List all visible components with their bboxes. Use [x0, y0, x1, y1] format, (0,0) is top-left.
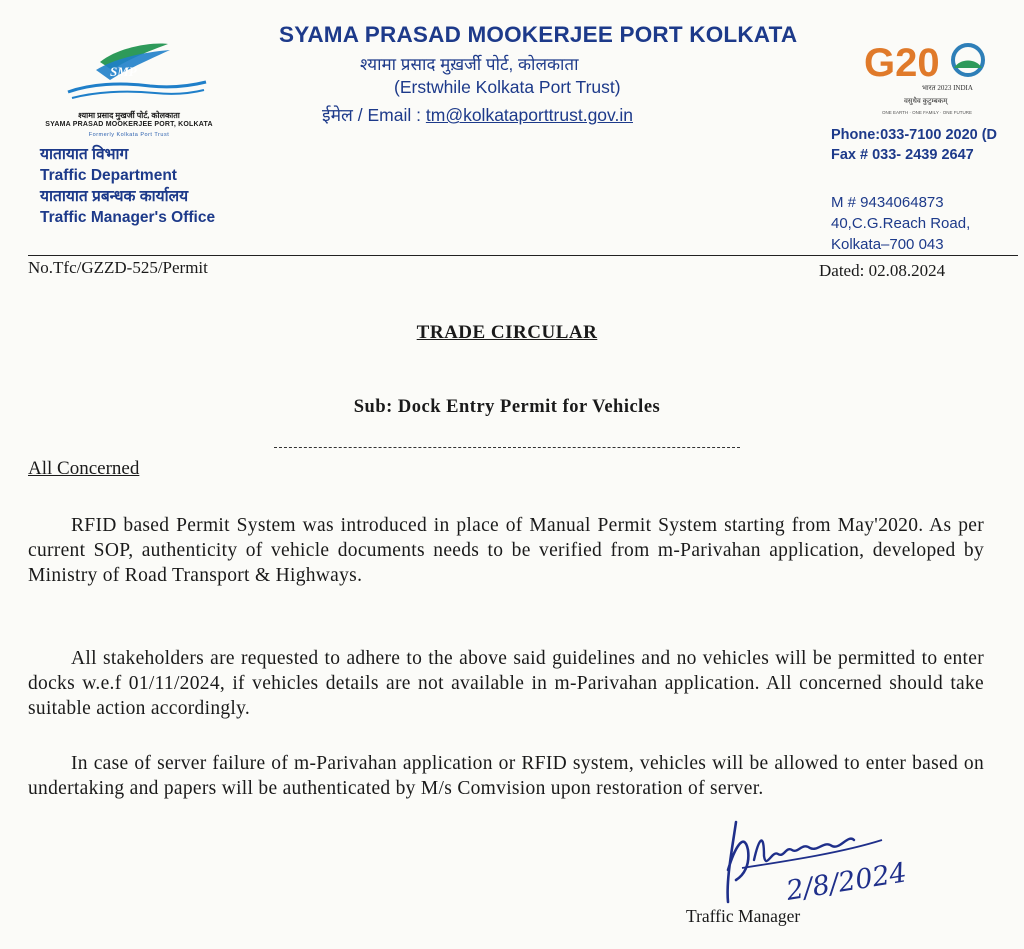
fax-number: Fax # 033- 2439 2647 — [831, 147, 974, 163]
salutation: All Concerned — [28, 458, 140, 479]
organization-erstwhile: (Erstwhile Kolkata Port Trust) — [394, 77, 621, 97]
g20-logo-text: G20 — [864, 41, 940, 85]
phone-number: Phone:033-7100 2020 (D — [831, 127, 998, 143]
subject-line: Sub: Dock Entry Permit for Vehicles — [353, 397, 661, 417]
address-block — [831, 192, 970, 255]
paragraph-3: In case of server failure of m-Parivahan application or RFID system, vehicles will be allowed to enter based on undertaking and papers will be authenticated by M/s Comvision upon restoration of server. — [28, 753, 984, 799]
g20-motto: ONE EARTH · ONE FAMILY · ONE FUTURE — [882, 110, 973, 115]
signatory-designation: Traffic Manager — [686, 906, 801, 926]
address-line-1: 40,C.G.Reach Road, — [831, 215, 971, 232]
smp-logo-icon — [60, 40, 210, 102]
g20-sub-text: भारत 2023 INDIA — [922, 84, 973, 92]
email-label: ईमेल / Email : — [322, 105, 421, 125]
header-divider — [28, 255, 1018, 256]
paragraph-1: RFID based Permit System was introduced in place of Manual Permit System starting from May'2020. As per current SOP, authenticity of vehicle documents needs to be verified from m-Parivahan application, developed by Ministry of Road Transport & Highways. — [28, 515, 984, 586]
organization-name-hindi: श्यामा प्रसाद मुख़र्जी पोर्ट, कोलकाता — [360, 55, 579, 74]
office-hindi: यातायात प्रबन्धक कार्यालय — [40, 188, 189, 205]
reference-date: Dated: 02.08.2024 — [819, 261, 946, 280]
organization-name: SYAMA PRASAD MOOKERJEE PORT KOLKATA — [279, 22, 798, 47]
address-line-2: Kolkata–700 043 — [831, 236, 944, 253]
contact-block — [831, 125, 997, 165]
office-english: Traffic Manager's Office — [40, 209, 216, 226]
email-link[interactable]: tm@kolkataporttrust.gov.in — [425, 105, 633, 125]
smp-logo-text: SMP — [110, 64, 137, 79]
g20-motto-hindi: वसुधैव कुटुम्बकम् — [904, 97, 948, 105]
department-block — [40, 144, 215, 228]
logo-caption-formerly: Formerly Kolkata Port Trust — [88, 132, 170, 138]
department-english: Traffic Department — [40, 167, 177, 184]
g20-logo-icon — [862, 36, 998, 120]
logo-caption-english: SYAMA PRASAD MOOKERJEE PORT, KOLKATA — [45, 121, 213, 128]
mobile-number: M # 9434064873 — [831, 194, 944, 211]
paragraph-2: All stakeholders are requested to adhere to the above said guidelines and no vehicles will be permitted to enter docks w.e.f 01/11/2024, if vehicles details are not available in m-Parivahan application. All concerned should take suitable action accordingly. — [28, 648, 984, 719]
logo-caption-hindi: श्यामा प्रसाद मुखर्जी पोर्ट, कोलकाता — [78, 111, 180, 120]
reference-number: No.Tfc/GZZD-525/Permit — [28, 258, 208, 277]
signature-icon — [714, 810, 929, 915]
email-row — [322, 103, 633, 127]
signature-date: 2/8/2024 — [784, 857, 909, 907]
subject-divider — [274, 447, 740, 448]
circular-title: TRADE CIRCULAR — [416, 322, 598, 343]
department-hindi: यातायात विभाग — [40, 146, 129, 163]
